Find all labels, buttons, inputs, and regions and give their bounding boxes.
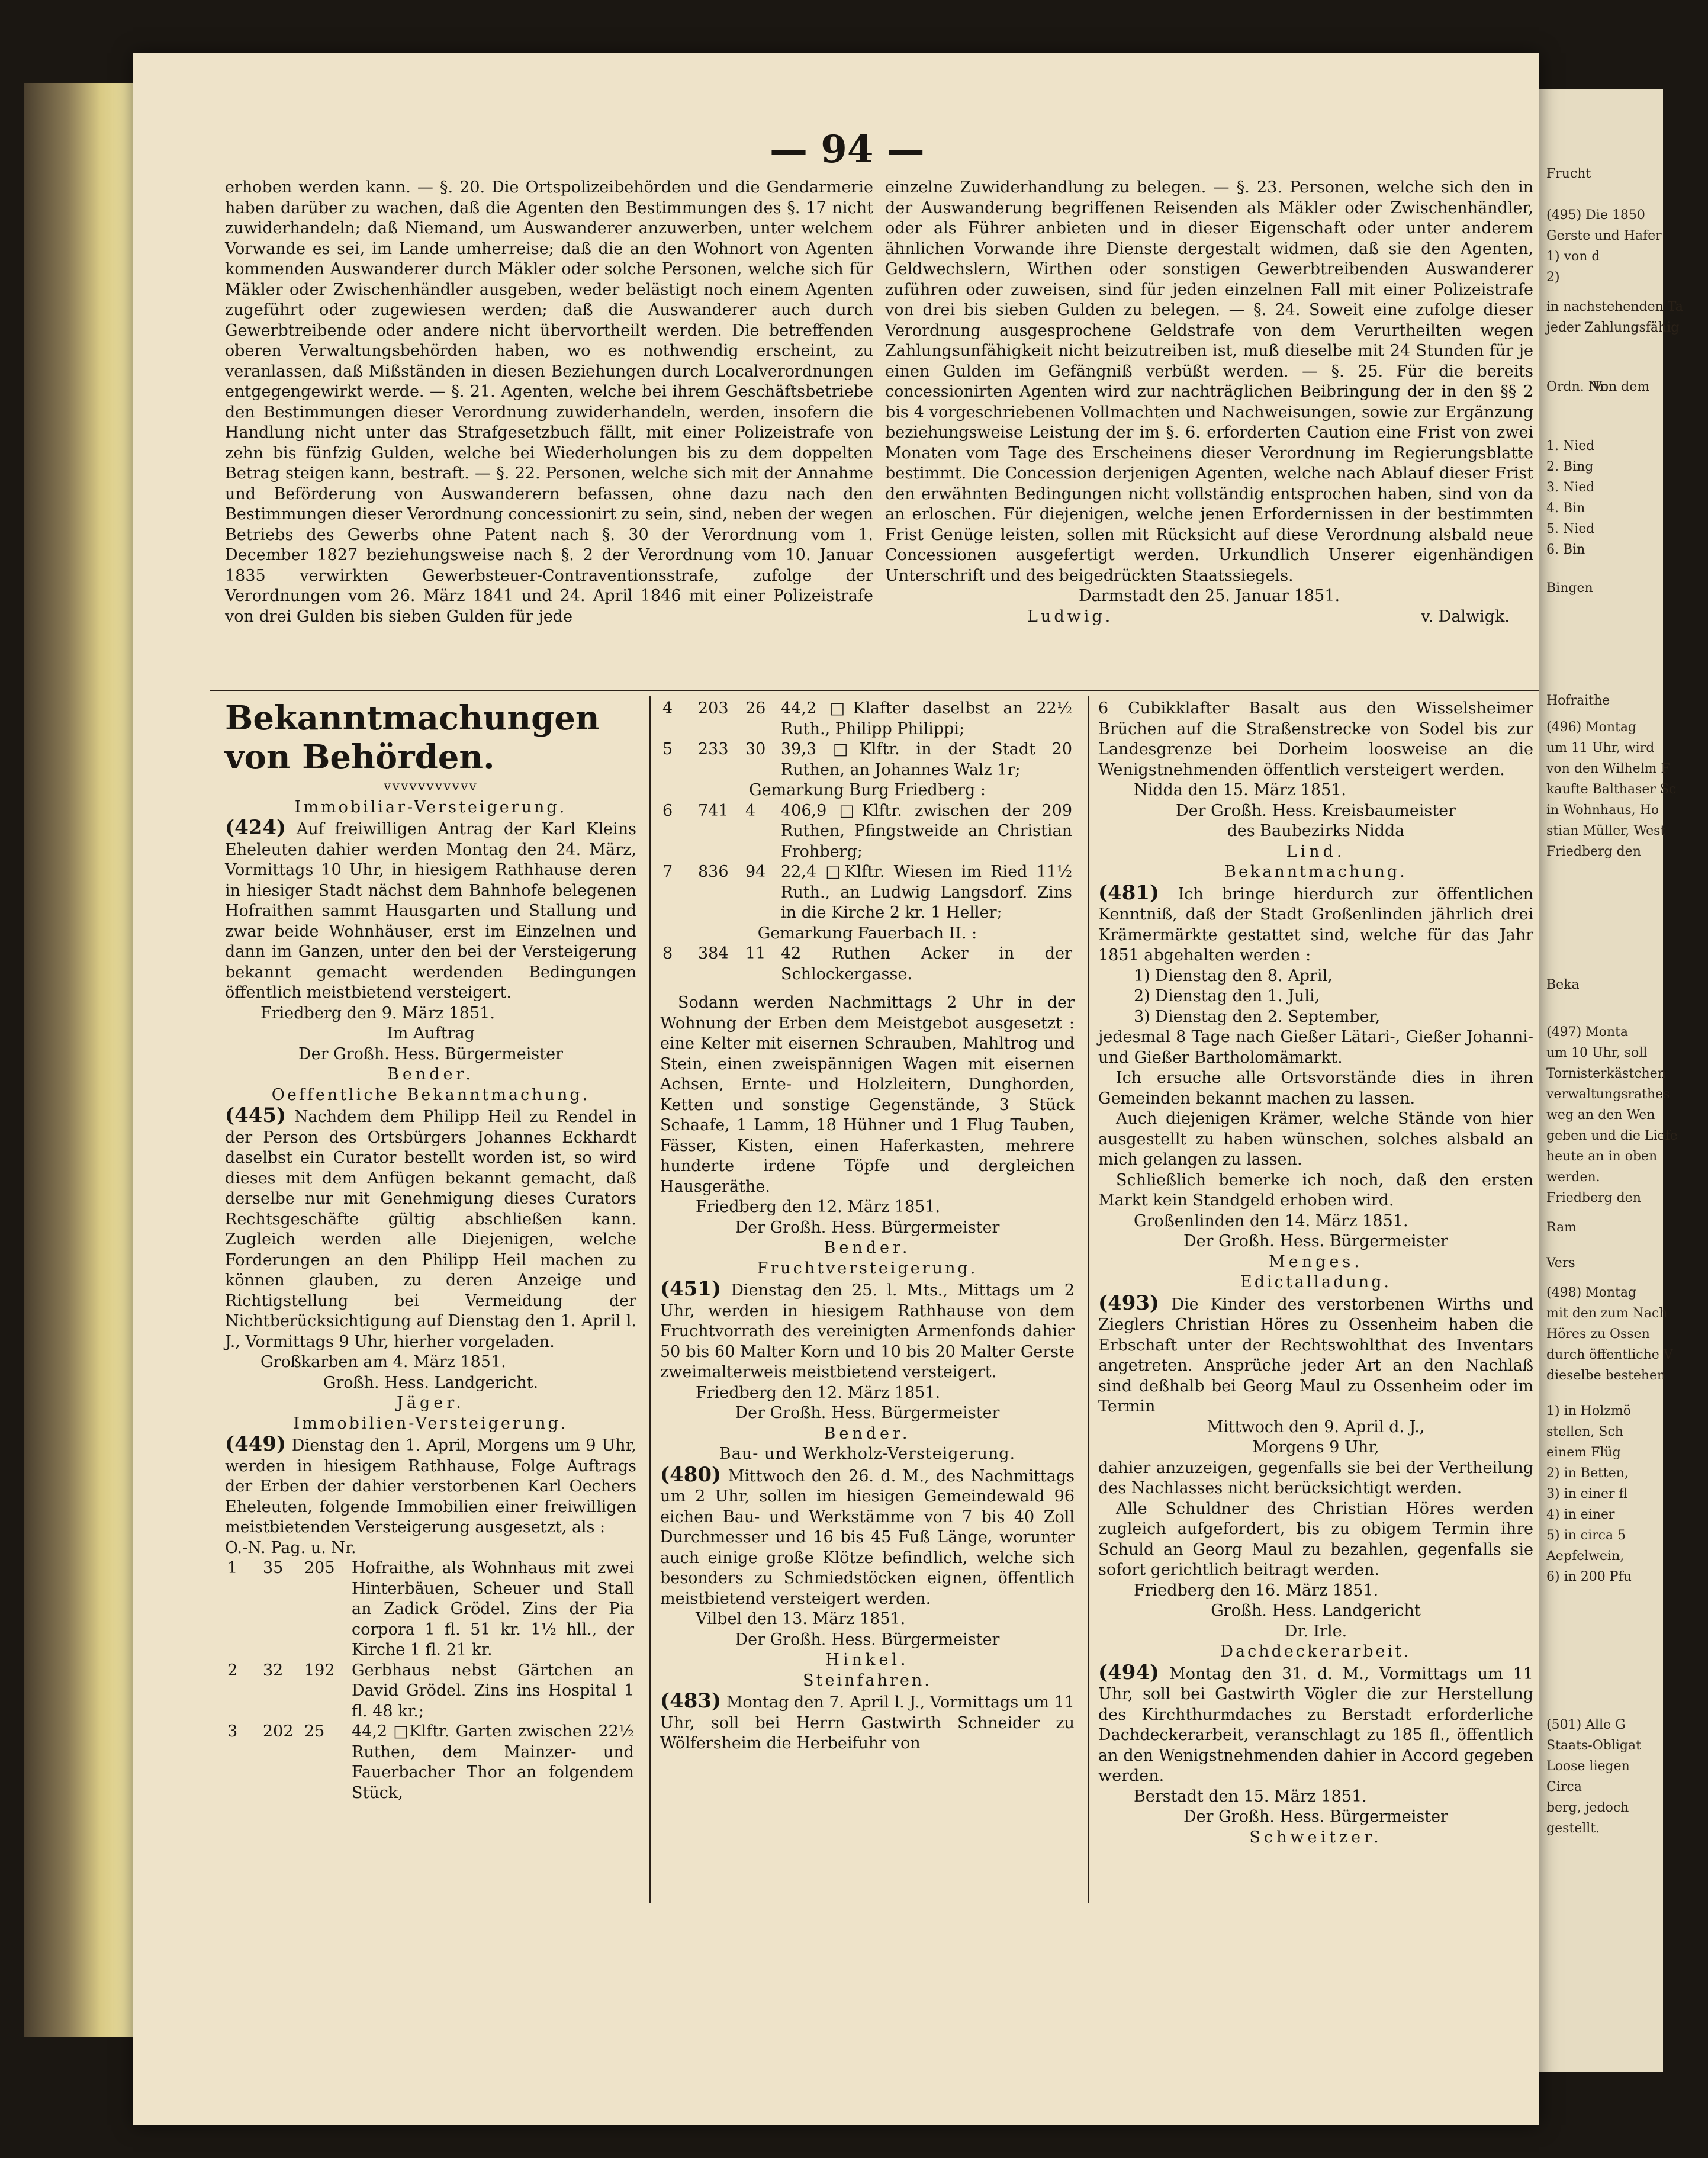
notice-place: Vilbel den 13. März 1851.	[696, 1610, 906, 1628]
notice-text: Auf freiwilligen Antrag der Karl Kleins Eheleuten dahier werden Montag den 24. März, Vormittags 10 Uhr, in hiesigem Rathhause deren in hiesiger Stadt nächst dem Bahnhofe belegenen Hofraithen sammt Hausgarten und Stallung und zwar beide Wohnhäuser, erst im Einzelnen und dann im Ganzen, unter den bei der Versteigerung bekannt gemacht werdenden Bedingungen öffentlich meistbietend versteigert.	[225, 820, 636, 1002]
law-text-left	[225, 178, 873, 627]
law-place-date: Darmstadt den 25. Januar 1851.	[1078, 587, 1340, 605]
facing-page-fragment: dieselbe bestehen	[1546, 1368, 1666, 1383]
notice-signatory: Lind.	[1286, 842, 1346, 861]
notice-term: Morgens 9 Uhr,	[1252, 1438, 1379, 1456]
facing-page-fragment: Ram	[1546, 1220, 1577, 1235]
table-row	[660, 862, 1075, 924]
cell: Hofraithe, als Wohnhaus mit zwei Hinterbäuen, Scheuer und Stall an Zadick Grödel. Zins der Pia corpora 1 fl. 51 kr. 1½ hll., der Kirche 1 fl. 21 kr.	[352, 1559, 634, 1659]
notice-place: Berstadt den 15. März 1851.	[1134, 1787, 1367, 1806]
notice-office: Großh. Hess. Landgericht.	[323, 1373, 539, 1392]
cell: Gerbhaus nebst Gärtchen an David Grödel. Zins ins Hospital 1 fl. 48 kr.;	[352, 1661, 634, 1720]
cell: 25	[304, 1722, 325, 1741]
notice-text: Auch diejenigen Krämer, welche Stände von hier ausgestellt zu haben wünschen, solches alsbald an mich gelangen zu lassen.	[1098, 1109, 1533, 1169]
cell: 22,4 □Klftr. Wiesen im Ried 11½ Ruth., an Ludwig Langsdorf. Zins in die Kirche 2 kr. 1 Heller;	[781, 863, 1072, 922]
facing-page-fragment: um 11 Uhr, wird	[1546, 741, 1655, 755]
notice-office: Der Großh. Hess. Bürgermeister	[298, 1044, 563, 1063]
notice-text: Dienstag den 25. l. Mts., Mittags um 2 Uhr, werden in hiesigem Rathhause von dem Fruchtvorrath des vereinigten Armenfonds dahier 50 bis 60 Malter Korn und 10 bis 20 Malter Gerste zweimalterweis meistbietend versteigert.	[660, 1281, 1075, 1381]
cell: 7	[662, 863, 673, 881]
facing-page-fragment: mit den zum Nach	[1546, 1306, 1668, 1321]
facing-page-fragment: stian Müller, West	[1546, 824, 1666, 838]
notice-text: Ich bringe hierdurch zur öffentlichen Kenntniß, daß der Stadt Großenlinden jährlich drei Krämermärkte gestattet sind, welche für das Jahr 1851 abgehalten werden :	[1098, 885, 1533, 964]
facing-page-fragment: Gerste und Hafer	[1546, 229, 1662, 243]
notice-480-heading: Bau- und Werkholz-Versteigerung.	[719, 1445, 1016, 1463]
facing-page-fragment: (496) Montag	[1546, 720, 1637, 735]
facing-page-fragment: (495) Die 1850	[1546, 208, 1645, 223]
facing-page-fragment: (501) Alle G	[1546, 1718, 1626, 1732]
cell: 4	[745, 801, 756, 820]
cell: 233	[698, 740, 729, 758]
notice-text: Montag den 7. April l. J., Vormittags um 11 Uhr, soll bei Herrn Gastwirth Schneider zu Wölfersheim die Herbeifuhr von	[660, 1693, 1075, 1752]
table-row	[225, 1661, 636, 1722]
cell: 202	[263, 1722, 294, 1741]
facing-page-fragment: Höres zu Ossen	[1546, 1327, 1650, 1342]
facing-page-fragment: (497) Monta	[1546, 1025, 1629, 1040]
facing-page-fragment: 5. Nied	[1546, 522, 1595, 536]
facing-page-fragment: 2. Bing	[1546, 459, 1594, 474]
notice-signatory: Schweitzer.	[1249, 1828, 1382, 1847]
notice-place: Friedberg den 16. März 1851.	[1134, 1581, 1379, 1600]
cell: 32	[263, 1661, 284, 1680]
notice-number: (494)	[1098, 1660, 1160, 1684]
facing-page-fragment: Bingen	[1546, 581, 1593, 596]
facing-page-fragment: Tornisterkästchen	[1546, 1066, 1666, 1081]
facing-page-fragment: berg, jedoch	[1546, 1800, 1629, 1815]
notice-449-heading: Immobilien-Versteigerung.	[293, 1414, 568, 1433]
signature-ludwig: Ludwig.	[1027, 607, 1114, 626]
notice-494-heading: Dachdeckerarbeit.	[1220, 1642, 1411, 1661]
notice-text: 6 Cubikklafter Basalt aus den Wisselsheimer Brüchen auf die Straßenstrecke von Sodel bis zur Landesgrenze bei Dorheim loosweise an die Wenigstnehmenden öffentlich versteigert werden.	[1098, 699, 1533, 779]
notice-number: (451)	[660, 1277, 722, 1301]
facing-page-fragment: Friedberg den	[1546, 844, 1641, 859]
gemarkung-heading: Gemarkung Burg Friedberg :	[749, 781, 986, 799]
notice-text: Ich ersuche alle Ortsvorstände dies in ihren Gemeinden bekannt machen zu lassen.	[1098, 1069, 1533, 1108]
notice-signatory: Dr. Irle.	[1284, 1622, 1347, 1641]
notice-text: Die Kinder des verstorbenen Wirths und Zieglers Christian Höres zu Ossenheim haben die Erbschaft unter der Rechtswohlthat des Inventars angetreten. Ansprüche jeder Art an den Nachlaß sind deßhalb bei Georg Maul zu Ossenheim oder im Termin	[1098, 1295, 1533, 1416]
notice-483	[660, 1691, 1075, 1754]
table-row	[225, 1558, 636, 1661]
notice-text: Nachdem dem Philipp Heil zu Rendel in der Person des Ortsbürgers Johannes Eckhardt daselbst ein Curator bestellt worden ist, so wird dieses mit dem Anfügen bekannt gemacht, daß derselbe nur mit Genehmigung dieses Curators Rechtsgeschäfte gültig abschließen kann. Zugleich werden alle Diejenigen, welche Forderungen an den Philipp Heil machen zu können glauben, zu deren Anzeige und Richtigstellung bei Vermeidung der Nichtberücksichtigung auf Dienstag den 1. April l. J., Vormittags 9 Uhr, hierher vorgeladen.	[225, 1108, 636, 1351]
notice-place: Friedberg den 9. März 1851.	[260, 1004, 495, 1022]
notice-office: Der Großh. Hess. Bürgermeister	[735, 1218, 1000, 1237]
cell: 203	[698, 699, 729, 718]
notice-number: (449)	[225, 1432, 287, 1456]
cell: 836	[698, 863, 729, 881]
notice-office: Großh. Hess. Landgericht	[1211, 1601, 1421, 1620]
facing-page-fragment: 2)	[1546, 270, 1560, 285]
notice-signatory: Jäger.	[397, 1394, 465, 1412]
notice-place: Großenlinden den 14. März 1851.	[1134, 1211, 1408, 1230]
list-item: 2) Dienstag den 1. Juli,	[1134, 987, 1320, 1005]
notice-480	[660, 1462, 1075, 1610]
list-item: 1) Dienstag den 8. April,	[1134, 966, 1333, 985]
law-paragraph-right: einzelne Zuwiderhandlung zu belegen. — §. 23. Personen, welche sich den in der Auswanderung begriffenen Reisenden als Mäkler oder Zwischenhändler, oder als Führer anbieten und in dieser Eigenschaft oder unter anderem ähnlichen Vorwande ihre Dienste dergestalt widmen, daß sie den Agenten, Geldwechslern, Wirthen oder sonstigen Gewerbtreibenden Auswanderer zuführen oder zuweisen, sind für jeden einzelnen Fall mit einer Polizeistrafe von drei bis sieben Gulden zu belegen. — §. 24. Soweit eine zufolge dieser Verordnung ausgesprochene Geldstrafe von dem Verurtheilten wegen Zahlungsunfähigkeit nicht beizutreiben ist, muß dieselbe mit 24 Stunden für je einen Gulden im Gefängniß verbüßt werden. — §. 25. Für die bereits concessionirten Agenten wird zur nachträglichen Beibringung der in den §§ 2 bis 4 vorgeschriebenen Vollmachten und Nachweisungen, sowie zur Ergänzung beziehungsweise Leistung der im §. 6. erforderten Caution eine Frist von zwei Monaten vom Tage des Erscheinens dieser Verordnung im Regierungsblatte bestimmt. Die Concession derjenigen Agenten, welche nach Ablauf dieser Frist den erwähnten Bedingungen nicht vollständig entsprochen haben, sind von da an erloschen. Für diejenigen, welche jenen Erfordernissen in der bestimmten Frist Genüge leisten, sollen mit Rücksicht auf diese Verordnung alsbald neue Concessionen ausgefertigt werden. Urkundlich Unserer eigenhändigen Unterschrift und des beigedrückten Staatssiegels.	[885, 178, 1533, 585]
notice-signatory: Bender.	[824, 1239, 911, 1257]
notice-text: Sodann werden Nachmittags 2 Uhr in der Wohnung der Erben dem Meistgebot ausgesetzt : eine Kelter mit eisernen Schrauben, Mahltrog und Stein, einen zweispännigen Wagen mit eisernen Achsen, Ernte- und Holzleitern, Dunghorden, Ketten und sonstige Gegenstände, 3 Stück Schaafe, 1 Lamm, 18 Hühner und 1 Flug Tauben, Fässer, Kisten, einen Haferkasten, mehrere hunderte irdene Töpfe und dergleichen Hausgeräthe.	[660, 993, 1075, 1196]
facing-page-fragment: 1. Nied	[1546, 439, 1595, 454]
facing-page-fragment: heute an in oben	[1546, 1149, 1658, 1164]
facing-page-fragment: 6) in 200 Pfu	[1546, 1570, 1632, 1584]
cell: 4	[662, 699, 673, 718]
notice-signatory: Bender.	[824, 1424, 911, 1443]
notice-481-heading: Bekanntmachung.	[1224, 863, 1407, 881]
facing-page-fragment: Friedberg den	[1546, 1191, 1641, 1205]
cell: 11	[745, 944, 766, 963]
facing-page-fragment: 5) in circa 5	[1546, 1528, 1626, 1543]
facing-page-fragment: Vers	[1546, 1256, 1575, 1271]
notice-424	[225, 818, 636, 1004]
facing-page-fragment: 6. Bin	[1546, 542, 1585, 557]
notice-office: Der Großh. Hess. Bürgermeister	[735, 1404, 1000, 1422]
facing-page-fragment: gestellt.	[1546, 1821, 1600, 1836]
notice-signatory: Hinkel.	[825, 1651, 909, 1669]
cell: 3	[227, 1722, 238, 1741]
cell: 384	[698, 944, 729, 963]
facing-page-fragment: in Wohnhaus, Ho	[1546, 803, 1659, 818]
notice-place: Friedberg den 12. März 1851.	[696, 1198, 941, 1216]
cell: 35	[263, 1559, 284, 1577]
notice-445	[225, 1105, 636, 1352]
notice-office: Der Großh. Hess. Bürgermeister	[735, 1630, 1000, 1649]
property-table-3	[660, 801, 1075, 924]
notice-place: Großkarben am 4. März 1851.	[260, 1353, 506, 1371]
facing-page-fragment: Beka	[1546, 977, 1580, 992]
notice-office: Der Großh. Hess. Bürgermeister	[1183, 1808, 1448, 1826]
notice-number: (483)	[660, 1689, 722, 1713]
notice-signatory: Bender.	[387, 1065, 474, 1083]
facing-page-fragment: einem Flüg	[1546, 1445, 1621, 1460]
facing-page-fragment: jeder Zahlungsfähig	[1546, 320, 1680, 335]
table-row	[660, 801, 1075, 863]
column-3	[1098, 699, 1533, 1848]
property-table-1	[225, 1558, 636, 1803]
list-item: 3) Dienstag den 2. September,	[1134, 1007, 1381, 1026]
facing-page-fragment: Ordn. Nr.	[1546, 380, 1609, 394]
cell: 8	[662, 944, 673, 963]
cell: 44,2 □Klafter daselbst an 22½ Ruth., Philipp Philippi;	[781, 699, 1072, 738]
facing-page-fragment: Aepfelwein,	[1546, 1549, 1625, 1564]
cell: 44,2 □Klftr. Garten zwischen 22½ Ruthen, dem Mainzer- und Fauerbacher Thor an folgendem Stück,	[352, 1722, 634, 1802]
notice-424-heading: Immobiliar-Versteigerung.	[294, 797, 567, 816]
notice-number: (480)	[660, 1462, 722, 1487]
notice-text: Alle Schuldner des Christian Höres werden zugleich aufgefordert, bis zu obigem Termin ihre Schuld an Georg Maul zu bezahlen, gegenfalls sie sofort gerichtlich beitragt werden.	[1098, 1499, 1533, 1579]
title-ornament: vvvvvvvvvvv	[384, 779, 478, 794]
notice-term: Mittwoch den 9. April d. J.,	[1207, 1417, 1425, 1436]
notice-number: (481)	[1098, 880, 1160, 905]
section-divider	[210, 689, 1539, 691]
facing-page-fragment: kaufte Balthaser Sc	[1546, 782, 1677, 797]
notice-451	[660, 1279, 1075, 1383]
notice-auftrag: Im Auftrag	[387, 1024, 475, 1043]
notice-451-heading: Fruchtversteigerung.	[757, 1259, 978, 1278]
facing-page-fragment: um 10 Uhr, soll	[1546, 1046, 1648, 1060]
facing-page-fragment: Hofraithe	[1546, 693, 1610, 708]
property-table-4	[660, 944, 1075, 985]
column-2	[660, 699, 1075, 1754]
law-text-right	[885, 178, 1533, 627]
cell: 94	[745, 863, 766, 881]
notice-place: Friedberg den 12. März 1851.	[696, 1383, 941, 1402]
cell: 192	[304, 1661, 335, 1680]
cell: 39,3 □Klftr. in der Stadt 20 Ruthen, an Johannes Walz 1r;	[781, 740, 1072, 779]
column-rule-2	[1088, 696, 1089, 1903]
facing-page-fragment: Staats-Obligat	[1546, 1738, 1641, 1753]
notice-number: (493)	[1098, 1291, 1160, 1315]
notice-483-heading: Steinfahren.	[803, 1671, 932, 1690]
facing-page-fragment: 1) von d	[1546, 249, 1600, 264]
notice-office: Der Großh. Hess. Bürgermeister	[1183, 1232, 1448, 1250]
facing-page-fragment: stellen, Sch	[1546, 1424, 1623, 1439]
notice-number: (424)	[225, 816, 287, 840]
cell: 205	[304, 1559, 335, 1577]
facing-page-fragment: Loose liegen	[1546, 1759, 1630, 1774]
cell: 741	[698, 801, 729, 820]
notice-text: jedesmal 8 Tage nach Gießer Lätari-, Gießer Johanni- und Gießer Bartholomämarkt.	[1098, 1028, 1533, 1067]
notice-493	[1098, 1293, 1533, 1417]
cell: 6	[662, 801, 673, 820]
cell: 26	[745, 699, 766, 718]
facing-page-fragment: verwaltungsrathes	[1546, 1087, 1670, 1102]
page-number: — 94 —	[770, 127, 925, 172]
facing-page-fragment: von den Wilhelm F	[1546, 761, 1670, 776]
announcements-title: Bekanntmachungen von Behörden.	[225, 699, 600, 777]
column-1	[225, 699, 636, 1803]
notice-place: Nidda den 15. März 1851.	[1134, 781, 1347, 799]
property-table-2	[660, 699, 1075, 780]
facing-page-fragment: Frucht	[1546, 166, 1591, 181]
notice-office: des Baubezirks Nidda	[1227, 822, 1405, 840]
facing-page-fragment: 4) in einer	[1546, 1507, 1615, 1522]
cell: 2	[227, 1661, 238, 1680]
facing-page-fragment: durch öffentliche V	[1546, 1347, 1673, 1362]
table-header: O.-N. Pag. u. Nr.	[225, 1538, 356, 1557]
notice-445-heading: Oeffentliche Bekanntmachung.	[271, 1085, 590, 1104]
notice-signatory: Menges.	[1269, 1252, 1363, 1271]
facing-page-fragment: 3) in einer fl	[1546, 1487, 1628, 1501]
facing-page-fragment: geben und die Liefe	[1546, 1128, 1678, 1143]
facing-page-fragment: (498) Montag	[1546, 1285, 1637, 1300]
notice-text: Montag den 31. d. M., Vormittags um 11 Uhr, soll bei Gastwirth Vögler die zur Herstellung des Kirchthurmdaches zu Berstadt erforderliche Dachdeckerarbeit, veranschlagt zu 185 fl., öffentlich an den Wenigstnehmenden dahier in Accord gegeben werden.	[1098, 1664, 1533, 1785]
facing-page-fragment: in nachstehenden Ta	[1546, 300, 1683, 314]
facing-page-fragment: Circa	[1546, 1780, 1582, 1794]
facing-page-fragment: 4. Bin	[1546, 501, 1585, 516]
cell: 30	[745, 740, 766, 758]
signature-dalwigk: v. Dalwigk.	[1421, 607, 1510, 626]
facing-page-fragment: 2) in Betten,	[1546, 1466, 1629, 1481]
facing-page-fragment: 3. Nied	[1546, 480, 1595, 495]
table-row	[660, 699, 1075, 739]
law-signatures	[885, 607, 1533, 628]
book-edge-left	[24, 83, 133, 2037]
cell: 42 Ruthen Acker in der Schlockergasse.	[781, 944, 1072, 983]
gemarkung-heading: Gemarkung Fauerbach II. :	[757, 924, 977, 943]
facing-page-fragment: 1) in Holzmö	[1546, 1404, 1631, 1419]
notice-number: (445)	[225, 1104, 287, 1127]
notice-481	[1098, 880, 1533, 966]
table-row	[660, 944, 1075, 985]
notice-494	[1098, 1662, 1533, 1787]
cell: 5	[662, 740, 673, 758]
notice-449	[225, 1434, 636, 1538]
table-row	[225, 1722, 636, 1803]
notice-text: Schließlich bemerke ich noch, daß den ersten Markt kein Standgeld erhoben wird.	[1098, 1170, 1533, 1210]
notice-493-heading: Edictalladung.	[1240, 1273, 1391, 1291]
cell: 1	[227, 1559, 238, 1577]
table-row	[660, 739, 1075, 780]
law-paragraph-left: erhoben werden kann. — §. 20. Die Ortspolizeibehörden und die Gendarmerie haben darüber zu wachen, daß die Agenten den Bestimmungen des §. 17 nicht zuwiderhandeln; daß Niemand, um Auswanderer anzuwerben, unter welchem Vorwande es sei, im Lande umherreise; daß die an den Wohnort von Agenten kommenden Auswanderer durch Mäkler oder solche Personen, welche sich für Mäkler oder Zwischenhändler ausgeben, weder belästigt noch einem Agenten zugeführt oder zugewiesen werden; daß die Auswanderer auch durch Gewerbtreibende oder andere nicht übervortheilt werden. Die betreffenden oberen Verwaltungsbehörden haben, wo es nothwendig erscheint, zu veranlassen, daß Mißständen in diesen Beziehungen durch Localverordnungen entgegengewirkt werde. — §. 21. Agenten, welche bei ihrem Geschäftsbetriebe den Bestimmungen dieser Verordnung zuwiderhandeln, werden, insofern die Handlung nicht unter das Strafgesetzbuch fällt, mit einer Polizeistrafe von zehn bis fünfzig Gulden, welche bei Wiederholungen bis zu dem doppelten Betrag steigen kann, bestraft. — §. 22. Personen, welche sich mit der Annahme und Beförderung von Auswanderern befassen, ohne dazu nach den Bestimmungen dieser Verordnung concessionirt zu sein, sind, neben der wegen Betriebs des Gewerbs ohne Patent nach §. 30 der Verordnung vom 1. December 1827 beziehungsweise nach §. 2 der Verordnung vom 10. Januar 1835 verwirkten Gewerbsteuer-Contraventionsstrafe, zufolge der Verordnungen vom 26. März 1841 und 24. April 1846 mit einer Polizeistrafe von drei Gulden bis sieben Gulden für jede	[225, 178, 873, 626]
facing-page-fragment: Von dem	[1593, 380, 1650, 394]
facing-page-fragment: werden.	[1546, 1170, 1600, 1185]
cell: 406,9 □Klftr. zwischen der 209 Ruthen, Pfingstweide an Christian Frohberg;	[781, 801, 1072, 861]
facing-page-fragment: weg an den Wen	[1546, 1108, 1655, 1123]
notice-office: Der Großh. Hess. Kreisbaumeister	[1176, 801, 1456, 820]
notice-text: Mittwoch den 26. d. M., des Nachmittags um 2 Uhr, sollen im hiesigen Gemeindewald 96 eichen Bau- und Werkstämme von 7 bis 40 Zoll Durchmesser und 16 bis 45 Fuß Länge, worunter auch einige große Klötze befindlich, welche sich besonders zu Schmiedstöcken eignen, öffentlich meistbietend versteigert werden.	[660, 1466, 1075, 1608]
column-rule-1	[649, 696, 651, 1903]
notice-text: Dienstag den 1. April, Morgens um 9 Uhr, werden in hiesigem Rathhause, Folge Auftrags der Erben der dahier verstorbenen Karl Oechers Eheleuten, folgende Immobilien einer freiwilligen meistbietenden Versteigerung ausgesetzt, als :	[225, 1436, 636, 1536]
notice-text: dahier anzuzeigen, gegenfalls sie bei der Vertheilung des Nachlasses nicht berücksichtigt werden.	[1098, 1458, 1533, 1497]
